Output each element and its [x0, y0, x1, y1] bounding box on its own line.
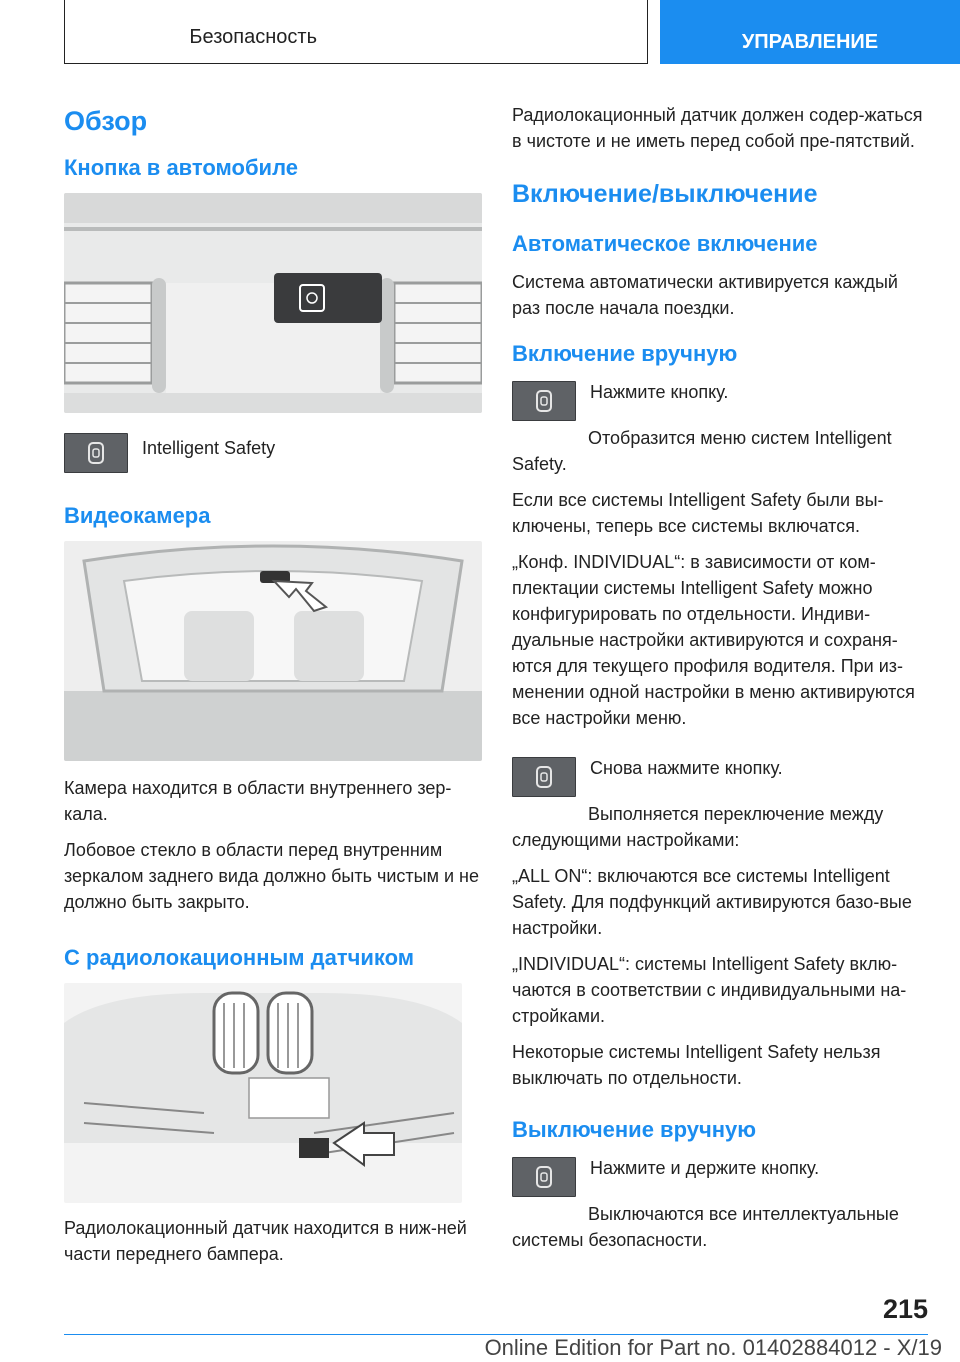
radar-paragraph-1: Радиолокационный датчик находится в ниж-ней части переднего бампера.	[64, 1218, 467, 1264]
windshield-camera-image	[64, 541, 482, 761]
left-column	[64, 100, 482, 1277]
heading-manual-on: Включение вручную	[512, 341, 738, 366]
header-box	[64, 0, 648, 64]
step-2-row	[512, 755, 928, 797]
step-2-text: Снова нажмите кнопку.	[590, 758, 783, 778]
right-column	[512, 100, 928, 1263]
heading-auto-on: Автоматическое включение	[512, 231, 818, 256]
intelligent-safety-car-icon	[64, 433, 128, 473]
radar-paragraph-2: Радиолокационный датчик должен содер-жаться в чистоте и не иметь перед собой пре-пятствий.	[512, 105, 923, 151]
dashboard-button-image	[64, 193, 482, 413]
all-on-paragraph: „ALL ON“: включаются все системы Intelligent Safety. Для подфункций активируются базо-вые настройки.	[512, 866, 912, 938]
intelligent-safety-car-icon	[512, 1157, 576, 1197]
step-1-result: Отобразится меню систем Intelligent Safety.	[512, 428, 892, 474]
intelligent-safety-car-icon	[512, 381, 576, 421]
page-number: 215	[882, 1294, 928, 1324]
auto-on-paragraph: Система автоматически активируется каждый раз после начала поездки.	[512, 272, 898, 318]
individual-paragraph: „INDIVIDUAL“: системы Intelligent Safety вклю-чаются в соответствии с индивидуальными на-стройками.	[512, 954, 907, 1026]
icon-legend-row	[64, 431, 482, 473]
step-3-row	[512, 1155, 928, 1197]
intelligent-safety-car-icon	[512, 757, 576, 797]
heading-camera: Видеокамера	[64, 503, 211, 528]
camera-paragraph-1: Камера находится в области внутреннего зер-кала.	[64, 778, 452, 824]
step-1-row	[512, 379, 928, 421]
heading-on-off: Включение/выключение	[512, 180, 818, 208]
front-bumper-radar-image	[64, 983, 462, 1203]
step-3-result: Выключаются все интеллектуальные системы безопасности.	[512, 1204, 899, 1250]
footer-edition: Online Edition for Part no. 01402884012 - X/19	[484, 1335, 942, 1360]
step-2-result: Выполняется переключение между следующими настройками:	[512, 804, 884, 850]
camera-paragraph-2: Лобовое стекло в области перед внутренним зеркалом заднего вида должно быть чистым и не должно быть закрыто.	[64, 840, 479, 912]
heading-radar: С радиолокационным датчиком	[64, 945, 415, 970]
heading-button-in-car: Кнопка в автомобиле	[64, 155, 298, 180]
page-title: Обзор	[64, 106, 148, 136]
all-off-paragraph: Если все системы Intelligent Safety были вы-ключены, теперь все системы включатся.	[512, 490, 884, 536]
some-systems-paragraph: Некоторые системы Intelligent Safety нельзя выключать по отдельности.	[512, 1042, 881, 1088]
header-tab[interactable]: УПРАВЛЕНИЕ	[660, 0, 960, 64]
config-paragraph: „Конф. INDIVIDUAL“: в зависимости от ком-плектации системы Intelligent Safety можно конфигурировать по отдельности. Индиви-дуальные настройки активируются и сохраня-ются для текущего профиля водителя. При из-менении одной настройки в меню активируются все настройки меню.	[512, 552, 915, 728]
icon-label: Intelligent Safety	[142, 438, 276, 458]
step-1-text: Нажмите кнопку.	[590, 382, 729, 402]
step-3-text: Нажмите и держите кнопку.	[590, 1158, 820, 1178]
heading-manual-off: Выключение вручную	[512, 1117, 757, 1142]
header-section: Безопасность	[189, 26, 317, 48]
